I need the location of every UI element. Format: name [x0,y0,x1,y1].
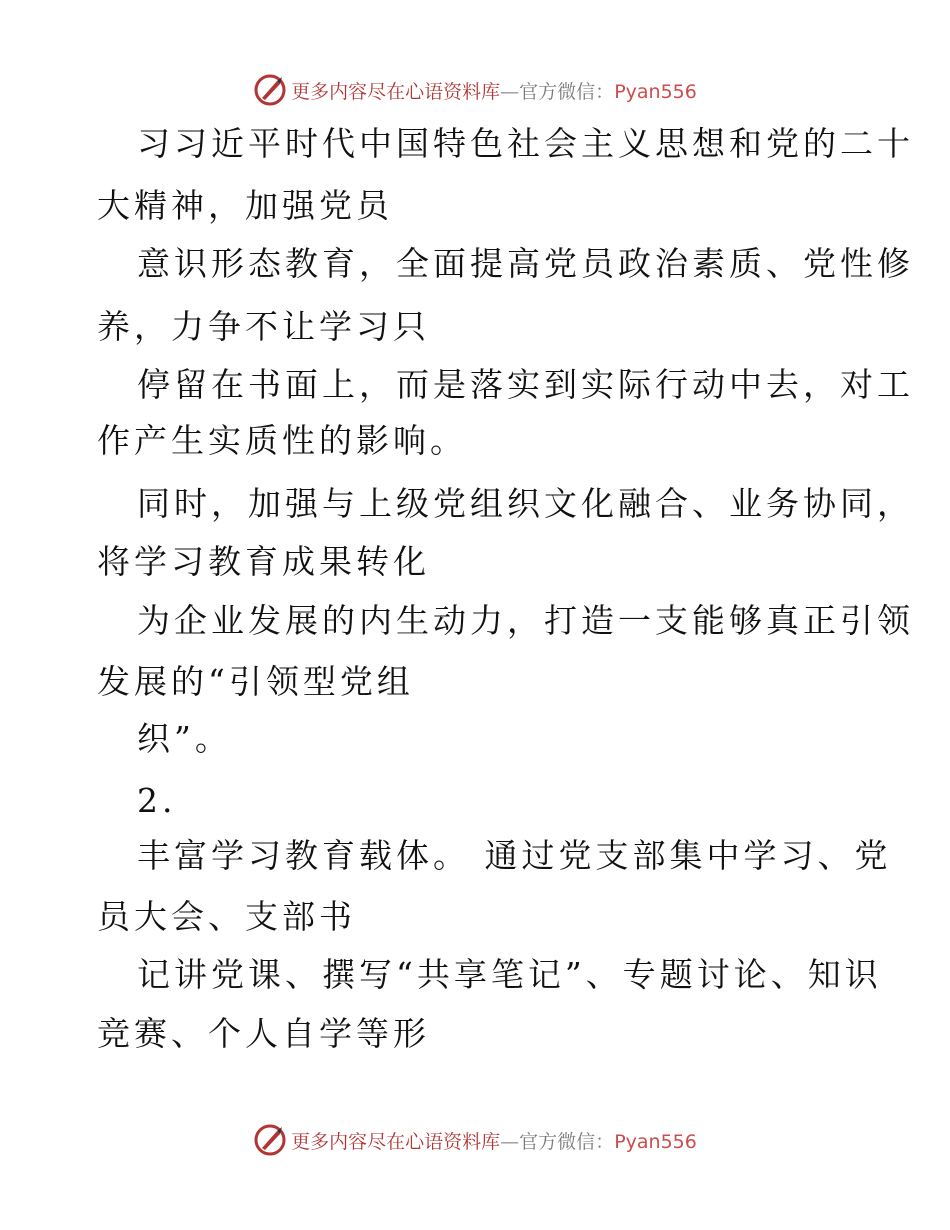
text-line: 为企业发展的内生动力，打造一支能够真正引领 [137,601,914,640]
text-line: 丰富学习教育载体。 通过党支部集中学习、党 [137,836,892,875]
text-line: 大精神，加强党员 [97,186,393,225]
text-line: 将学习教育成果转化 [97,542,430,581]
text-line: 发展的“引领型党组 [97,662,414,701]
header-watermark [0,72,950,108]
list-number: 2. [137,781,177,820]
text-line: 记讲党课、撰写“共享笔记”、专题讨论、知识 [137,955,882,994]
text-line: 养，力争不让学习只 [97,307,430,346]
text-line: 习习近平时代中国特色社会主义思想和党的二十 [137,124,914,163]
text-line: 竞赛、个人自学等形 [97,1014,430,1053]
text-line: 同时，加强与上级党组织文化融合、业务协同， [137,484,914,523]
text-line: 作产生实质性的影响。 [97,421,467,460]
quill-logo-icon [253,1123,287,1157]
text-line: 织”。 [137,719,232,758]
text-line: 员大会、支部书 [97,897,356,936]
text-line: 停留在书面上，而是落实到实际行动中去，对工 [137,365,914,404]
quill-logo-icon [253,73,287,107]
watermark-text: 更多内容尽在心语资料库—官方微信：Pyan556 [291,80,697,103]
footer-watermark [0,1122,950,1158]
watermark-text: 更多内容尽在心语资料库—官方微信：Pyan556 [291,1130,697,1153]
text-line: 意识形态教育，全面提高党员政治素质、党性修 [137,244,914,283]
